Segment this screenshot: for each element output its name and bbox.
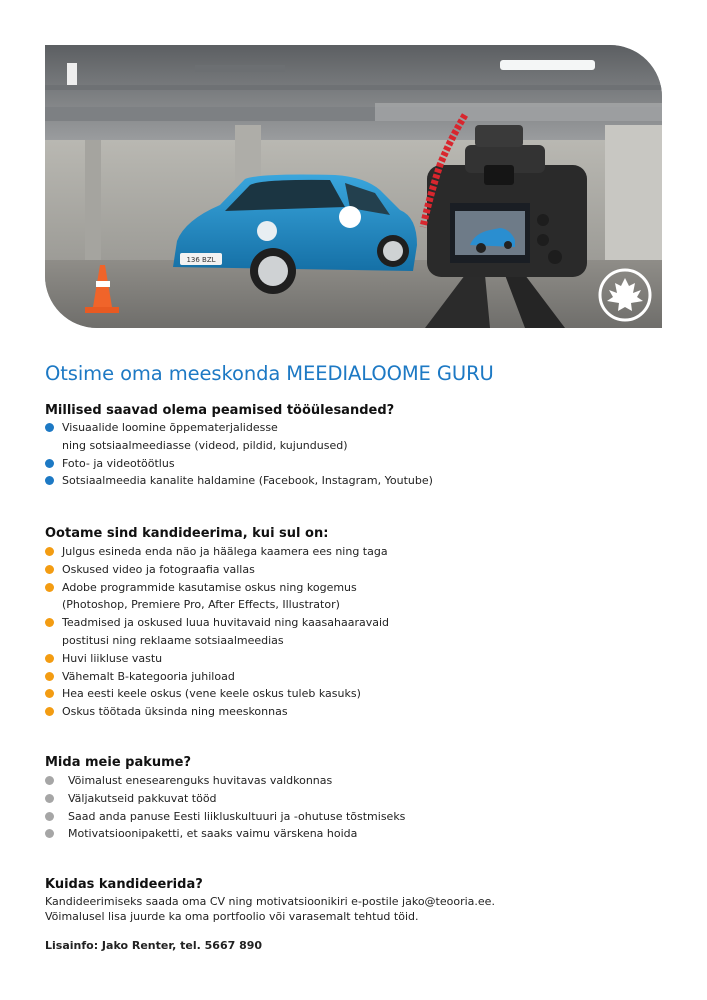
offer-heading: Mida meie pakume? — [45, 755, 192, 770]
requirements-list — [45, 543, 389, 721]
apply-heading: Kuidas kandideerida? — [45, 877, 203, 892]
bullet-icon — [45, 618, 54, 627]
bullet-icon — [45, 423, 54, 432]
list-item: Oskused video ja fotograafia vallas — [45, 561, 389, 579]
list-item: Hea eesti keele oskus (vene keele oskus tuleb kasuks) — [45, 685, 389, 703]
list-item: Oskus töötada üksinda ning meeskonnas — [45, 703, 389, 721]
requirements-heading: Ootame sind kandideerima, kui sul on: — [45, 526, 329, 541]
list-item: Huvi liikluse vastu — [45, 650, 389, 668]
parking-garage-camera-illustration — [45, 45, 662, 328]
tasks-heading: Millised saavad olema peamised tööülesanded? — [45, 403, 395, 418]
bullet-icon — [45, 776, 54, 785]
list-item: Võimalust enesearenguks huvitavas valdkonnas — [45, 772, 405, 790]
list-item: Teadmised ja oskused luua huvitavaid ning kaasahaaravaid postitusi ning reklaame sotsiaalmeedias — [45, 614, 389, 650]
bullet-icon — [45, 794, 54, 803]
apply-text — [45, 894, 495, 924]
license-plate: 136 BZL — [186, 256, 216, 264]
list-item: Julgus esineda enda näo ja häälega kaamera ees ning taga — [45, 543, 389, 561]
bullet-icon — [45, 476, 54, 485]
list-item: Väljakutseid pakkuvat tööd — [45, 790, 405, 808]
list-item: Sotsiaalmeedia kanalite haldamine (Facebook, Instagram, Youtube) — [45, 472, 433, 490]
list-item: Motivatsioonipaketti, et saaks vaimu värskena hoida — [45, 825, 405, 843]
bullet-icon — [45, 565, 54, 574]
offer-list — [45, 772, 405, 843]
list-item: Visuaalide loomine õppematerjalidesse ning sotsiaalmeediasse (videod, pildid, kujundused) — [45, 419, 433, 455]
bullet-icon — [45, 654, 54, 663]
bullet-icon — [45, 459, 54, 468]
bullet-icon — [45, 547, 54, 556]
apply-line-1: Kandideerimiseks saada oma CV ning motivatsioonikiri e-postile jako@teooria.ee. — [45, 895, 495, 908]
list-item: Foto- ja videotöötlus — [45, 455, 433, 473]
bullet-icon — [45, 672, 54, 681]
hero-photo — [45, 45, 662, 328]
bullet-icon — [45, 583, 54, 592]
contact-info: Lisainfo: Jako Renter, tel. 5667 890 — [45, 939, 263, 952]
bullet-icon — [45, 829, 54, 838]
bullet-icon — [45, 707, 54, 716]
tasks-list — [45, 419, 433, 490]
page-title: Otsime oma meeskonda MEEDIALOOME GURU — [45, 362, 494, 385]
list-item: Vähemalt B-kategooria juhiload — [45, 668, 389, 686]
list-item: Saad anda panuse Eesti liikluskultuuri ja -ohutuse tõstmiseks — [45, 808, 405, 826]
apply-line-2: Võimalusel lisa juurde ka oma portfoolio või varasemalt tehtud töid. — [45, 910, 419, 923]
bullet-icon — [45, 812, 54, 821]
list-item: Adobe programmide kasutamise oskus ning kogemus (Photoshop, Premiere Pro, After Effects, Illustrator) — [45, 579, 389, 615]
bullet-icon — [45, 689, 54, 698]
